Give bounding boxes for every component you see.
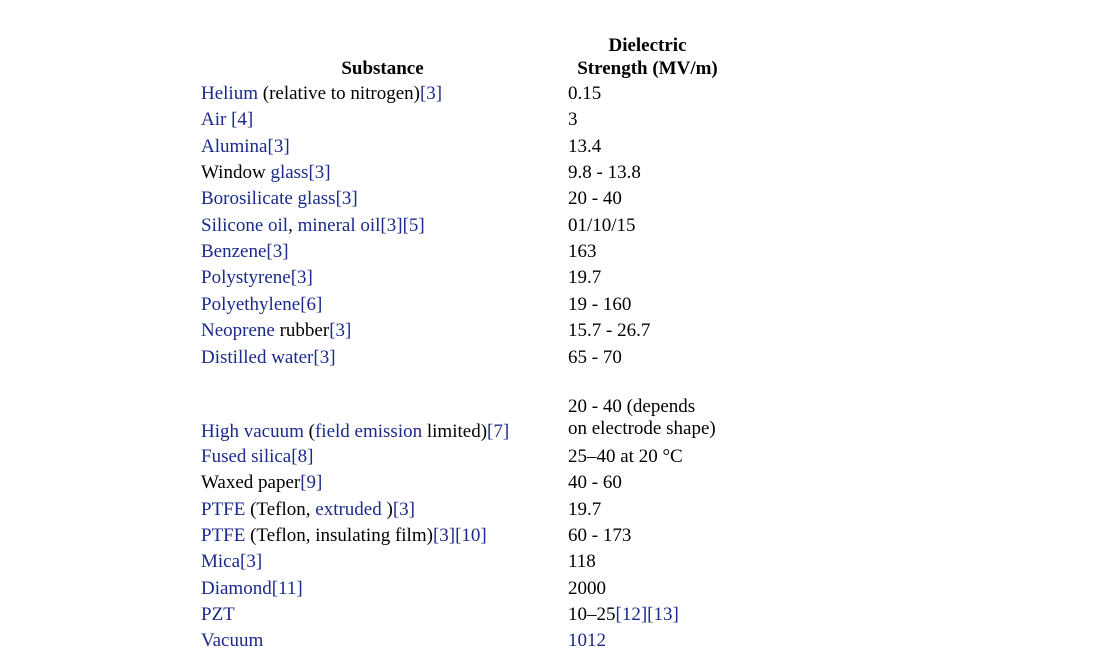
reference-link[interactable]: [3]	[419, 83, 443, 104]
substance-cell	[201, 499, 415, 521]
reference-link[interactable]: [3]	[392, 498, 415, 520]
reference-link[interactable]: [9]	[300, 472, 323, 494]
substance-cell	[201, 578, 303, 600]
reference-link[interactable]: Polyethylene	[201, 293, 301, 315]
text-fragment: 01/10/15	[568, 214, 636, 236]
reference-link[interactable]: [3]	[240, 551, 263, 573]
reference-link[interactable]: glass	[270, 162, 309, 184]
text-fragment: )	[381, 498, 393, 520]
table-row	[0, 188, 1108, 214]
substance-cell	[201, 83, 442, 105]
dielectric-strength-cell	[568, 83, 601, 105]
reference-link[interactable]: [3]	[308, 162, 331, 184]
table-row	[0, 446, 1108, 472]
table-row	[0, 320, 1108, 346]
text-fragment: (Teflon, insulating film)	[245, 524, 433, 546]
reference-link[interactable]: [3]	[313, 346, 336, 368]
table-row	[0, 347, 1108, 373]
substance-cell	[201, 188, 358, 210]
substance-cell	[201, 421, 509, 443]
reference-link[interactable]: field emission	[314, 420, 423, 442]
dielectric-strength-cell	[568, 578, 606, 600]
table-row	[0, 241, 1108, 267]
dielectric-strength-cell	[568, 188, 622, 210]
dielectric-strength-cell	[568, 241, 597, 263]
table-row	[0, 162, 1108, 188]
text-fragment: 10–25	[568, 603, 616, 625]
reference-link[interactable]: Alumina	[201, 135, 268, 157]
substance-cell	[201, 604, 235, 626]
substance-cell	[201, 347, 336, 369]
table-row	[0, 267, 1108, 293]
text-fragment: 25–40 at 20 °C	[568, 445, 683, 467]
reference-link[interactable]: Vacuum	[201, 630, 264, 652]
reference-link[interactable]: Silicone oil	[201, 214, 289, 236]
text-fragment: 19 - 160	[568, 293, 632, 315]
dielectric-strength-cell	[568, 162, 641, 184]
reference-link[interactable]: Mica	[201, 551, 241, 573]
reference-link[interactable]: Borosilicate glass	[201, 188, 336, 210]
table-row	[0, 630, 1108, 656]
reference-link[interactable]: [7]	[487, 420, 510, 442]
dielectric-strength-cell	[568, 347, 622, 369]
text-fragment: 0.15	[568, 83, 602, 104]
dielectric-strength-column-header	[555, 34, 740, 80]
reference-link[interactable]: High vacuum	[201, 420, 304, 442]
dielectric-strength-cell	[568, 499, 601, 521]
substance-cell	[201, 630, 263, 652]
substance-cell	[201, 162, 331, 184]
substance-cell	[201, 551, 262, 573]
dielectric-strength-cell	[568, 551, 596, 573]
text-fragment: on electrode shape)	[568, 417, 716, 439]
substance-column-header: Substance	[341, 58, 424, 79]
dielectric-strength-cell	[568, 294, 631, 316]
text-fragment: (	[303, 420, 315, 442]
text-fragment: 20 - 40	[568, 188, 622, 210]
reference-link[interactable]: extruded	[315, 498, 382, 520]
text-fragment: 19.7	[568, 498, 602, 520]
substance-cell	[201, 241, 289, 263]
table-row	[0, 215, 1108, 241]
reference-link[interactable]: Air	[201, 109, 227, 131]
substance-cell	[201, 109, 253, 131]
table-row	[0, 604, 1108, 630]
reference-link[interactable]: Diamond	[201, 577, 272, 599]
dielectric-strength-cell	[568, 630, 606, 652]
text-fragment: 40 - 60	[568, 472, 622, 494]
dielectric-strength-cell	[568, 525, 631, 547]
reference-link[interactable]: [3]	[380, 214, 403, 236]
reference-link[interactable]: [3]	[432, 524, 456, 546]
text-fragment: 163	[568, 241, 597, 263]
reference-link[interactable]: [10]	[455, 524, 487, 546]
dielectric-strength-cell	[568, 472, 622, 494]
substance-cell	[201, 136, 290, 158]
reference-link[interactable]: [8]	[291, 445, 314, 467]
substance-cell	[201, 294, 322, 316]
dielectric-strength-cell	[568, 136, 601, 158]
text-fragment: limited)	[422, 420, 488, 442]
reference-link[interactable]: PZT	[201, 603, 235, 625]
substance-cell	[201, 446, 313, 468]
reference-link[interactable]: Polystyrene	[201, 267, 291, 289]
reference-link[interactable]: [3]	[329, 320, 352, 342]
table-row	[0, 136, 1108, 162]
dielectric-strength-cell	[568, 396, 716, 440]
table-row	[0, 109, 1108, 135]
reference-link[interactable]: Neoprene	[201, 320, 275, 342]
reference-link[interactable]: [4]	[231, 109, 254, 131]
substance-cell	[201, 525, 487, 547]
table-row	[0, 294, 1108, 320]
table-row	[0, 499, 1108, 525]
dielectric-strength-header-line2: Strength (MV/m)	[577, 58, 718, 79]
reference-link[interactable]: Distilled water	[201, 346, 314, 368]
substance-cell	[201, 320, 351, 342]
dielectric-strength-cell	[568, 604, 679, 626]
text-fragment: rubber	[274, 320, 330, 342]
reference-link[interactable]: PTFE	[201, 524, 246, 546]
reference-link[interactable]: [11]	[271, 577, 303, 599]
text-fragment: 118	[568, 551, 596, 573]
substance-cell	[201, 215, 425, 237]
table-row	[0, 551, 1108, 577]
reference-link[interactable]: [6]	[300, 293, 323, 315]
text-fragment: 9.8 - 13.8	[568, 162, 641, 184]
dielectric-strength-header-line1: Dielectric	[608, 35, 687, 56]
text-fragment: 3	[568, 109, 578, 131]
dielectric-strength-cell	[568, 320, 650, 342]
dielectric-strength-cell	[568, 109, 578, 131]
reference-link[interactable]: [3]	[267, 135, 290, 157]
text-fragment: 2000	[568, 577, 606, 599]
text-fragment: 65 - 70	[568, 346, 622, 368]
table-row	[0, 472, 1108, 498]
substance-cell	[201, 267, 313, 289]
text-fragment: 20 - 40 (depends	[568, 395, 696, 417]
reference-link[interactable]: 1012	[568, 630, 606, 652]
text-fragment: 13.4	[568, 135, 602, 157]
text-fragment: 19.7	[568, 267, 602, 289]
reference-link[interactable]: Fused silica	[201, 445, 292, 467]
reference-link[interactable]: PTFE	[201, 498, 246, 520]
text-fragment: ,	[288, 214, 298, 236]
dielectric-strength-cell	[568, 267, 601, 289]
text-fragment: 15.7 - 26.7	[568, 320, 651, 342]
table-row	[0, 578, 1108, 604]
text-fragment: 60 - 173	[568, 524, 632, 546]
reference-link[interactable]: [3]	[266, 241, 289, 263]
text-fragment: Window	[201, 162, 271, 184]
dielectric-strength-cell	[568, 446, 683, 468]
text-fragment: Waxed paper	[201, 472, 301, 494]
dielectric-strength-cell	[568, 215, 636, 237]
reference-link[interactable]: [13]	[647, 603, 679, 625]
reference-link[interactable]: [3]	[290, 267, 313, 289]
substance-cell	[201, 472, 322, 494]
reference-link[interactable]: Benzene	[201, 241, 267, 263]
table-row	[0, 396, 1108, 446]
text-fragment: (relative to nitrogen)	[258, 83, 420, 104]
text-fragment: (Teflon,	[245, 498, 316, 520]
reference-link[interactable]: [12]	[615, 603, 648, 625]
table-row	[0, 83, 1108, 109]
reference-link[interactable]: Helium	[201, 83, 258, 104]
table-row	[0, 525, 1108, 551]
reference-link[interactable]: [5]	[402, 214, 425, 236]
reference-link[interactable]: [3]	[335, 188, 358, 210]
reference-link[interactable]: mineral oil	[297, 214, 381, 236]
